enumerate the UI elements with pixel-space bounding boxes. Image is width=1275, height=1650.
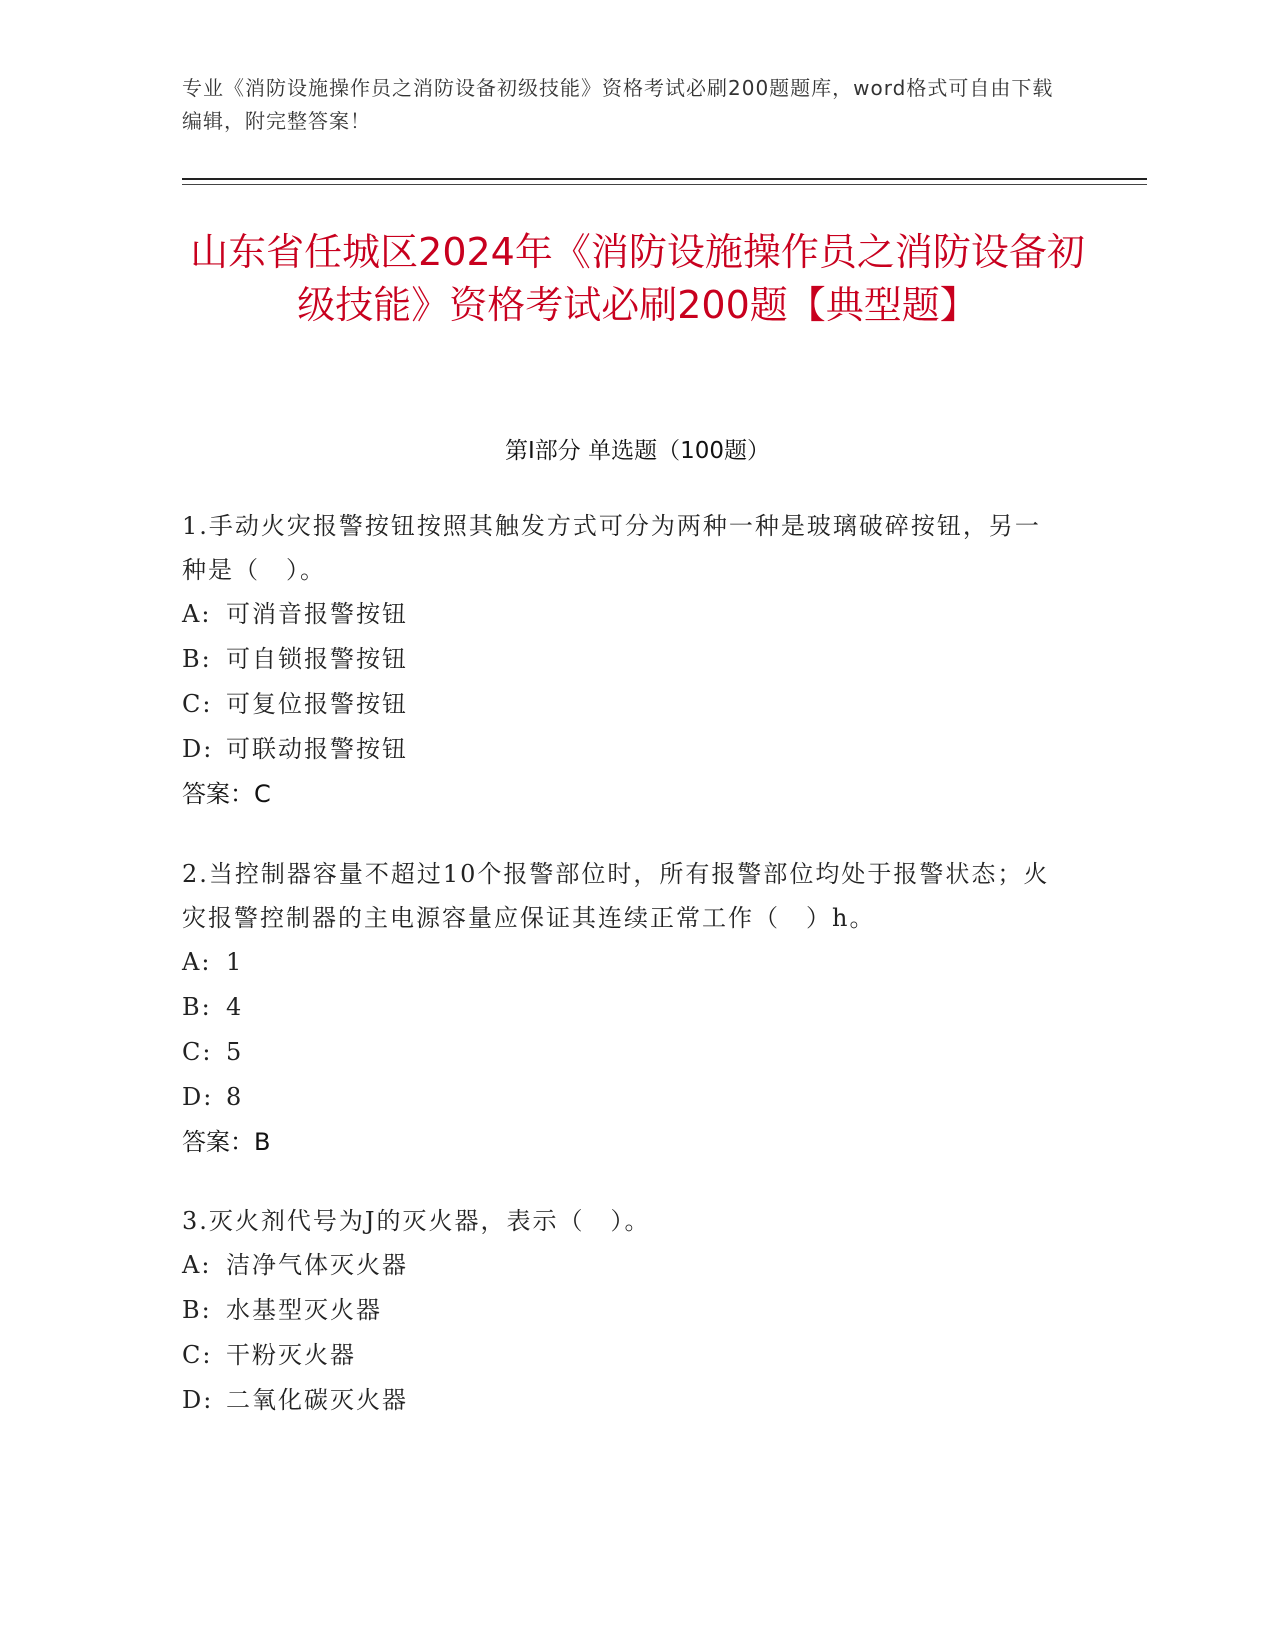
option-text: 5: [226, 1038, 244, 1066]
document-title: 山东省任城区2024年《消防设施操作员之消防设备初级技能》资格考试必刷200题【典型题】: [190, 230, 1085, 327]
option-d: [182, 1075, 1062, 1120]
option-text: 可联动报警按钮: [226, 735, 408, 763]
answer: 答案：B: [182, 1128, 271, 1156]
option-text: 洁净气体灭火器: [226, 1251, 408, 1279]
option-text: 4: [226, 993, 244, 1021]
option-text: 可消音报警按钮: [226, 600, 408, 628]
option-a: [182, 1243, 1062, 1288]
option-text: 二氧化碳灭火器: [226, 1386, 408, 1414]
option-text: 水基型灭火器: [226, 1296, 382, 1324]
header-divider-thick: [182, 178, 1147, 180]
option-label: B:: [182, 993, 212, 1021]
option-label: B:: [182, 645, 212, 673]
option-text: 干粉灭火器: [226, 1341, 356, 1369]
option-d: [182, 1378, 1062, 1423]
option-label: A:: [182, 600, 212, 628]
header-note: 专业《消防设施操作员之消防设备初级技能》资格考试必刷200题题库，word格式可自由下载编辑，附完整答案！: [182, 76, 1054, 133]
option-label: D:: [182, 1083, 214, 1111]
option-text: 8: [226, 1083, 244, 1111]
question-2: [182, 852, 1062, 1165]
option-a: [182, 940, 1062, 985]
option-b: [182, 1288, 1062, 1333]
header-divider-thin: [182, 184, 1147, 185]
option-label: D:: [182, 735, 214, 763]
option-label: C:: [182, 1038, 213, 1066]
option-b: [182, 637, 1062, 682]
question-1: [182, 504, 1062, 817]
option-c: [182, 1030, 1062, 1075]
question-stem: 3.灭火剂代号为J的灭火器，表示（ ）。: [182, 1207, 651, 1235]
option-text: 可复位报警按钮: [226, 690, 408, 718]
question-stem: 1.手动火灾报警按钮按照其触发方式可分为两种一种是玻璃破碎按钮，另一种是（ ）。: [182, 512, 1041, 584]
option-a: [182, 592, 1062, 637]
option-b: [182, 985, 1062, 1030]
option-label: C:: [182, 1341, 213, 1369]
option-c: [182, 1333, 1062, 1378]
answer: 答案：C: [182, 780, 271, 808]
option-label: C:: [182, 690, 213, 718]
option-d: [182, 727, 1062, 772]
question-stem: 2.当控制器容量不超过10个报警部位时，所有报警部位均处于报警状态；火灾报警控制器的主电源容量应保证其连续正常工作（ ）h。: [182, 860, 1050, 932]
option-label: D:: [182, 1386, 214, 1414]
option-label: B:: [182, 1296, 212, 1324]
option-text: 可自锁报警按钮: [226, 645, 408, 673]
question-3: [182, 1199, 1062, 1423]
option-label: A:: [182, 1251, 212, 1279]
option-c: [182, 682, 1062, 727]
section-title: 第Ⅰ部分 单选题（100题）: [505, 438, 770, 464]
option-label: A:: [182, 948, 212, 976]
option-text: 1: [226, 948, 244, 976]
